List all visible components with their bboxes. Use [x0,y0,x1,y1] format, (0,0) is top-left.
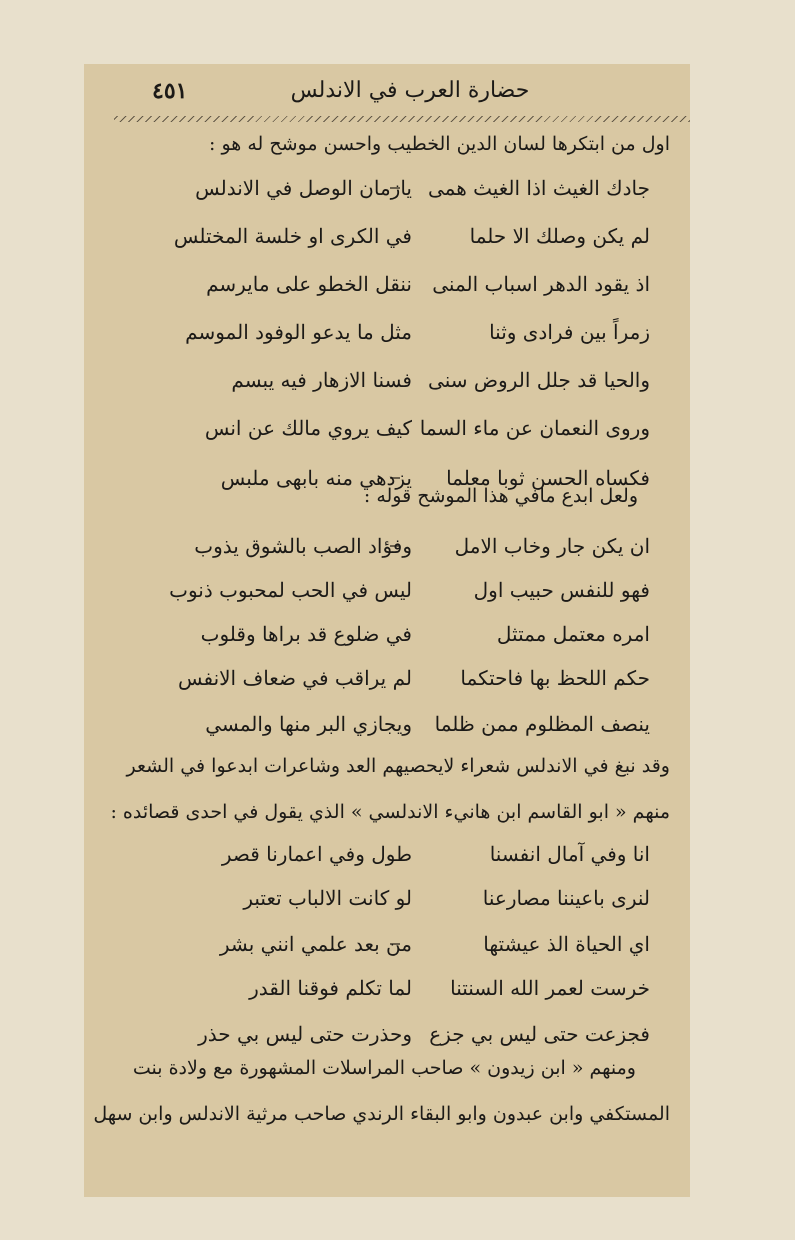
running-title: حضارة العرب في الاندلس [290,78,530,103]
page-number: ٤٥١ [152,78,188,104]
page-header [84,72,690,112]
hemistich-left: ويجازي البر منها والمسي [205,712,412,736]
hemistich-right: انا وفي آمال انفسنا [489,842,650,866]
verse [84,408,690,448]
verse [84,658,690,698]
intro-line: اول من ابتكرها لسان الدين الخطيب واحسن موشح له هو : [209,133,670,155]
verse [84,1014,690,1054]
hemistich-left: في الكرى او خلسة المختلس [173,224,412,248]
hemistich-left: في ضلوع قد براها وقلوب [200,622,412,646]
verse [84,878,690,918]
verse [84,264,690,304]
hemistich-left: مثل ما يدعو الوفود الموسم [185,320,412,344]
hemistich-left: كيف يروي مالك عن انس [204,416,412,440]
hemistich-right: جادك الغيث اذا الغيث همى [427,176,650,200]
hemistich-right: فكساه الحسن ثوبا معلما [446,466,650,490]
hemistich-left: وحذرت حتى ليس بي حذر [198,1022,412,1046]
hemistich-left: وفؤاد الصب بالشوق يذوب [194,534,412,558]
paragraph-2-line-1: وقد نبغ في الاندلس شعراء لايحصيهم العد وشاعرات ابدعوا في الشعر [126,755,670,777]
paragraph-3-line-1: ومنهم « ابن زيدون » صاحب المراسلات المشهورة مع ولادة بنت [132,1057,636,1079]
hemistich-left: ننقل الخطو على مايرسم [206,272,412,296]
hemistich-right: فجزعت حتى ليس بي جزع [429,1022,650,1046]
hemistich-left: يازمان الوصل في الاندلس [195,176,412,200]
verse [84,312,690,352]
hemistich-right: حكم اللحظ بها فاحتكما [460,666,650,690]
verse [84,924,690,964]
verse [84,360,690,400]
hemistich-right: فهو للنفس حبيب اول [473,578,650,602]
hemistich-right: لنرى باعيننا مصارعنا [482,886,650,910]
hemistich-right: اذ يقود الدهر اسباب المنى [432,272,650,296]
verse [84,570,690,610]
hemistich-left: فسنا الازهار فيه يبسم [231,368,412,392]
verse [84,968,690,1008]
verse [84,614,690,654]
verse [84,704,690,744]
ornamental-rule [114,116,690,122]
hemistich-right: لم يكن وصلك الا حلما [469,224,650,248]
hemistich-right: زمراً بين فرادى وثنا [489,320,650,344]
verse [84,526,690,566]
verse [84,216,690,256]
hemistich-right: ان يكن جار وخاب الامل [454,534,650,558]
verse [84,168,690,208]
hemistich-right: امره معتمل ممتثل [496,622,650,646]
hemistich-right: ينصف المظلوم ممن ظلما [434,712,650,736]
hemistich-left: لم يراقب في ضعاف الانفس [177,666,412,690]
hemistich-left: طول وفي اعمارنا قصر [221,842,412,866]
hemistich-left: لما تكلم فوقنا القدر [249,976,412,1000]
paragraph-2-line-2: منهم « ابو القاسم ابن هانيء الاندلسي » الذي يقول في احدى قصائده : [110,801,670,823]
transition-line: ولعل ابدع مافي هذا الموشح قوله : [363,485,638,507]
hemistich-right: خرست لعمر الله السنتنا [450,976,650,1000]
book-page [84,64,690,1197]
hemistich-right: والحيا قد جلل الروض سنى [428,368,650,392]
hemistich-right: اي الحياة الذ عيشتها [483,932,650,956]
hemistich-left: ليس في الحب لمحبوب ذنوب [169,578,412,602]
hemistich-left: يزدهي منه بابهى ملبس [220,466,412,490]
paragraph-3-line-2: المستكفي وابن عبدون وابو البقاء الرندي صاحب مرثية الاندلس وابن سهل [93,1103,670,1125]
verse [84,834,690,874]
hemistich-left: لو كانت الالباب تعتبر [243,886,412,910]
hemistich-right: وروى النعمان عن ماء السما [419,416,650,440]
hemistich-left: من بعد علمي انني بشر [219,932,412,956]
